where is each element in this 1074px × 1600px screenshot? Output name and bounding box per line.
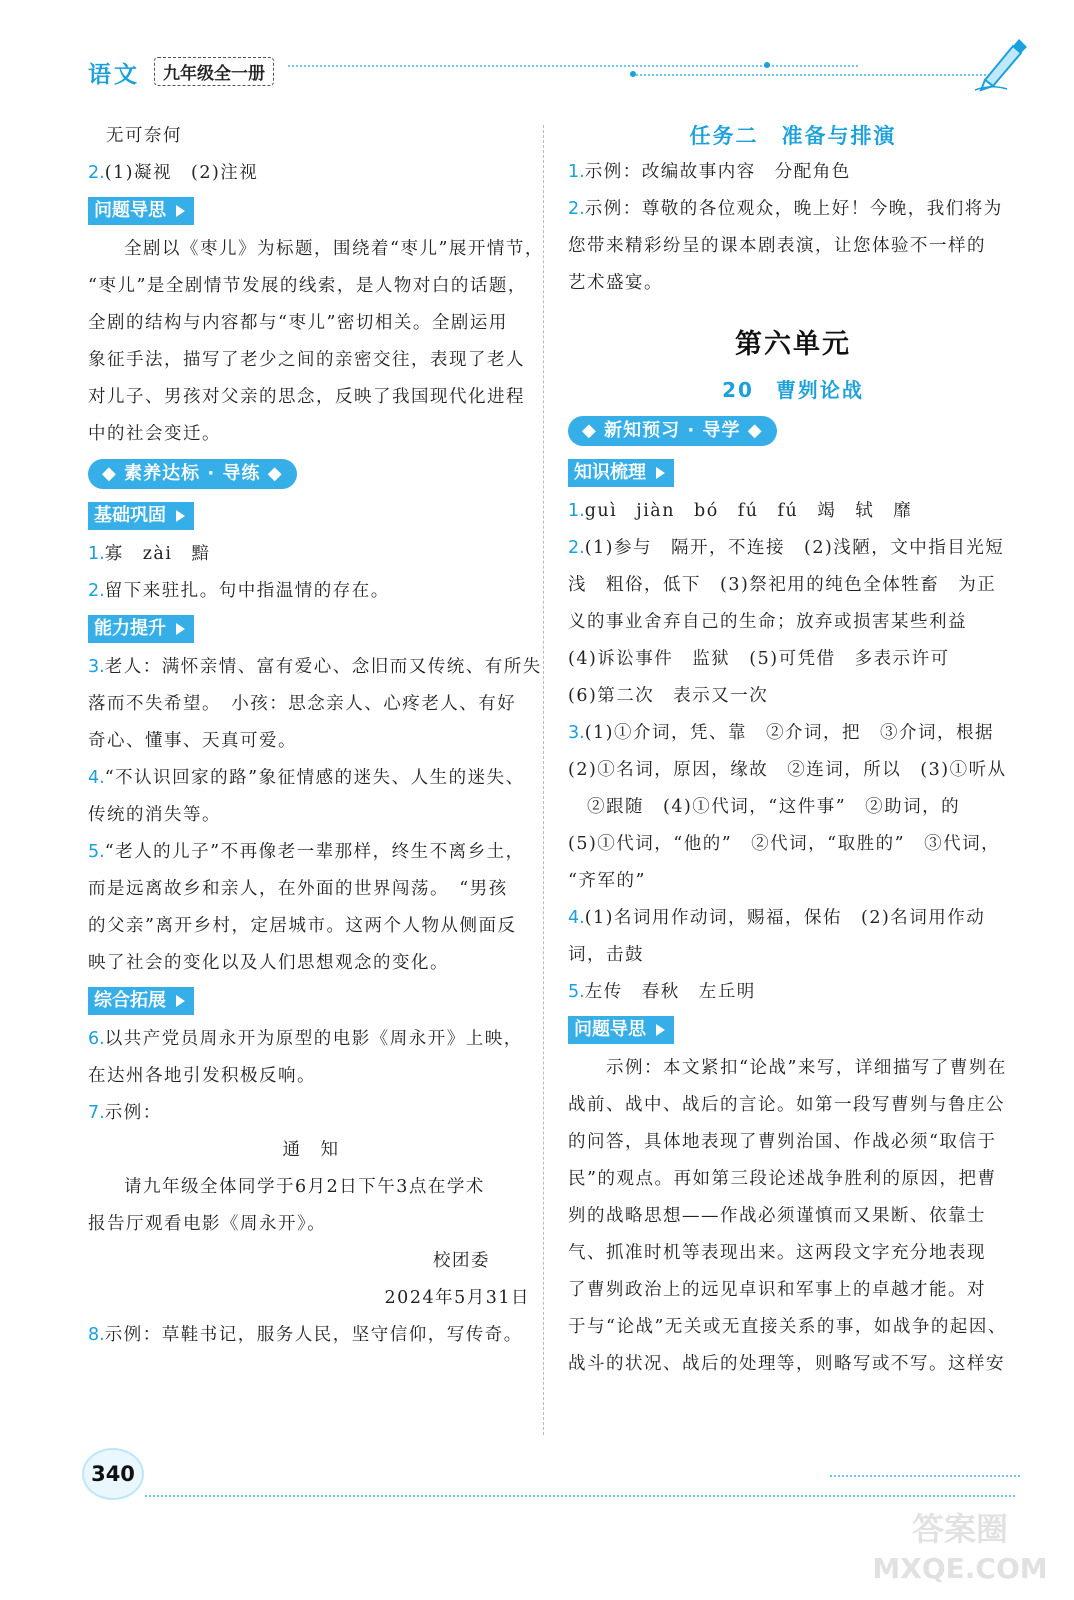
text-line: “齐军的” xyxy=(568,871,646,891)
item-text: (1)参与 隔开，不连接 (2)浅陋，文中指目光短 xyxy=(584,538,1005,558)
answer-item-7 xyxy=(88,1095,534,1132)
item-text: 老人：满怀亲情、富有爱心、念旧而又传统、有所失 xyxy=(104,657,542,677)
text-line: 义的事业舍弃自己的生命；放弃或损害某些利益 xyxy=(568,612,967,632)
section-tag-zonghe: 综合拓展 xyxy=(88,987,194,1015)
subject-label: 语文 xyxy=(88,62,140,88)
section-tag-nengli: 能力提升 xyxy=(88,615,194,643)
notice-date: 2024年5月31日 xyxy=(384,1288,530,1308)
item-text: “老人的儿子”不再像老一辈那样，终生不离乡土， xyxy=(104,842,525,862)
item-text: 示例：改编故事内容 分配角色 xyxy=(584,162,851,182)
text-line: 浅 粗俗，低下 (3)祭祀用的纯色全体牲畜 为正 xyxy=(568,575,997,595)
text-line: (6)第二次 表示又一次 xyxy=(568,686,769,706)
notice-body-line: 请九年级全体同学于6月2日下午3点在学术 xyxy=(124,1177,485,1197)
section-tag-jichu: 基础巩固 xyxy=(88,502,194,530)
item-number: 2. xyxy=(568,538,585,558)
answer-item-6 xyxy=(88,1021,534,1058)
page-header xyxy=(88,52,1028,92)
answer-item-4 xyxy=(88,760,534,797)
item-number: 4. xyxy=(88,768,105,788)
right-column xyxy=(568,118,1018,1383)
item-text: 留下来驻扎。句中指温情的存在。 xyxy=(104,581,390,601)
text-line: 中的社会变迁。 xyxy=(88,424,221,444)
section-tag-zhishi: 知识梳理 xyxy=(568,459,674,487)
item-text: (1)①介词，凭、靠 ②介词，把 ③介词，根据 xyxy=(584,723,994,743)
item-text: 以共产党员周永开为原型的电影《周永开》上映， xyxy=(104,1029,523,1049)
item-number: 2. xyxy=(88,581,105,601)
watermark-text-cn: 答案圈 xyxy=(911,1510,1009,1548)
paragraph-wenti xyxy=(88,231,544,453)
item-number: 1. xyxy=(568,162,585,182)
pen-icon xyxy=(973,32,1033,92)
text-line: 无可奈何 xyxy=(106,126,182,146)
text-line: 对儿子、男孩对父亲的思念，反映了我国现代化进程 xyxy=(88,387,525,407)
item-number: 2. xyxy=(568,199,585,219)
text-line: 落而不失希望。 小孩：思念亲人、心疼老人、有好 xyxy=(88,694,517,714)
text-line: 传统的消失等。 xyxy=(88,805,221,825)
text-line: 奇心、懂事、天真可爱。 xyxy=(88,731,297,751)
text-line: ②跟随 (4)①代词，“这件事” ②助词，的 xyxy=(568,797,961,817)
text-line: 民”的观点。再如第三段论述战争胜利的原因，把曹 xyxy=(568,1169,997,1189)
text-line: (2)①名词，原因，缘故 ②连词，所以 (3)①听从 xyxy=(568,760,1007,780)
item-number: 7. xyxy=(88,1103,105,1123)
watermark-text-en: MXQE.COM xyxy=(872,1552,1048,1585)
text-line: 而是远离故乡和亲人，在外面的世界闯荡。 “男孩 xyxy=(88,879,508,899)
answer-item-2 xyxy=(568,530,1018,567)
answer-item-2 xyxy=(88,155,534,192)
notice-body-line: 报告厅观看电影《周永开》。 xyxy=(88,1214,327,1234)
unit-title: 第六单元 xyxy=(735,329,851,360)
text-line: 示例：本文紧扣“论战”来写，详细描写了曹刿在 xyxy=(568,1058,1007,1078)
answer-item-1 xyxy=(568,493,1018,530)
answer-item-2 xyxy=(88,573,534,610)
watermark-logo xyxy=(860,1500,1060,1590)
answer-item-5 xyxy=(568,974,1018,1011)
text-line: (5)①代词，“他的” ②代词，“取胜的” ③代词， xyxy=(568,834,1001,854)
answer-item-8 xyxy=(88,1317,534,1354)
header-dot xyxy=(764,62,770,68)
item-text: 示例：尊敬的各位观众，晚上好！今晚，我们将为 xyxy=(584,199,1003,219)
answer-item-3 xyxy=(88,649,542,686)
item-number: 1. xyxy=(88,544,105,564)
item-text: 示例： xyxy=(104,1103,162,1123)
grade-label: 九年级全一册 xyxy=(154,57,274,86)
text-line: 词，击鼓 xyxy=(568,945,644,965)
section-pill-xinzhi: ◆ 新知预习 · 导学 ◆ xyxy=(568,416,777,446)
item-text: (1)名词用作动词，赐福，保佑 (2)名词用作动 xyxy=(584,908,986,928)
section-tag-wenti: 问题导思 xyxy=(568,1016,674,1044)
header-dot xyxy=(630,71,636,77)
text-line: 气、抓准时机等表现出来。这两段文字充分地表现 xyxy=(568,1243,986,1263)
text-line: 于与“论战”无关或无直接关系的事，如战争的起因、 xyxy=(568,1317,1007,1337)
answer-item-3 xyxy=(568,715,1018,752)
task-title: 任务二 准备与排演 xyxy=(689,124,897,148)
item-number: 5. xyxy=(568,982,585,1002)
column-divider xyxy=(543,125,544,1435)
item-text: “不认识回家的路”象征情感的迷失、人生的迷失、 xyxy=(104,768,525,788)
answer-item-2 xyxy=(568,191,1018,228)
header-dotted-line-lower xyxy=(633,74,993,76)
item-number: 2. xyxy=(88,163,105,183)
footer-dotted-line-upper xyxy=(830,1475,1020,1477)
item-text: 寡 zài 黯 xyxy=(104,544,211,564)
text-line: 全剧的结构与内容都与“枣儿”密切相关。全剧运用 xyxy=(88,313,508,333)
item-number: 6. xyxy=(88,1029,105,1049)
item-text: (1)凝视 (2)注视 xyxy=(104,163,259,183)
text-line: (4)诉讼事件 监狱 (5)可凭借 多表示许可 xyxy=(568,649,950,669)
item-number: 1. xyxy=(568,501,585,521)
header-dotted-line xyxy=(288,65,858,67)
item-number: 3. xyxy=(88,657,105,677)
item-text: 左传 春秋 左丘明 xyxy=(584,982,756,1002)
text-line: 在达州各地引发积极反响。 xyxy=(88,1066,316,1086)
notice-title: 通 知 xyxy=(282,1140,340,1160)
text-line: “枣儿”是全剧情节发展的线索，是人物对白的话题， xyxy=(88,276,527,296)
paragraph-wenti-right xyxy=(568,1050,1018,1383)
text-line: 战斗的状况、战后的处理等，则略写或不写。这样安 xyxy=(568,1354,1005,1374)
answer-item-1 xyxy=(568,154,1018,191)
item-text: 示例：草鞋书记，服务人民，坚守信仰，写传奇。 xyxy=(104,1325,523,1345)
answer-item-1 xyxy=(88,536,534,573)
lesson-title: 20 曹刿论战 xyxy=(722,378,864,402)
text-line: 的父亲”离开乡村，定居城市。这两个人物从侧面反 xyxy=(88,916,517,936)
text-line: 全剧以《枣儿》为标题，围绕着“枣儿”展开情节， xyxy=(124,239,544,259)
left-column xyxy=(88,118,544,1354)
answer-item-4 xyxy=(568,900,1018,937)
item-number: 5. xyxy=(88,842,105,862)
item-number: 3. xyxy=(568,723,585,743)
text-line: 的问答，具体地表现了曹刿治国、作战必须“取信于 xyxy=(568,1132,997,1152)
text-line: 刿的战略思想——作战必须谨慎而又果断、依靠士 xyxy=(568,1206,986,1226)
text-line: 战前、战中、战后的言论。如第一段写曹刿与鲁庄公 xyxy=(568,1095,1005,1115)
section-tag-wenti: 问题导思 xyxy=(88,197,194,225)
item-number: 8. xyxy=(88,1325,105,1345)
text-line: 映了社会的变化以及人们思想观念的变化。 xyxy=(88,953,449,973)
answer-item-5 xyxy=(88,834,534,871)
page-number: 340 xyxy=(82,1448,144,1500)
section-pill-suyang: ◆ 素养达标 · 导练 ◆ xyxy=(88,459,297,489)
notice-signature: 校团委 xyxy=(433,1251,490,1271)
item-number: 4. xyxy=(568,908,585,928)
item-text: guì jiàn bó fú fú 竭 轼 靡 xyxy=(584,501,913,521)
text-line: 了曹刿政治上的远见卓识和军事上的卓越才能。对 xyxy=(568,1280,986,1300)
footer-dotted-line xyxy=(145,1495,1015,1497)
text-line: 艺术盛宴。 xyxy=(568,273,663,293)
text-line: 您带来精彩纷呈的课本剧表演，让您体验不一样的 xyxy=(568,236,986,256)
text-line: 象征手法，描写了老少之间的亲密交往，表现了老人 xyxy=(88,350,525,370)
